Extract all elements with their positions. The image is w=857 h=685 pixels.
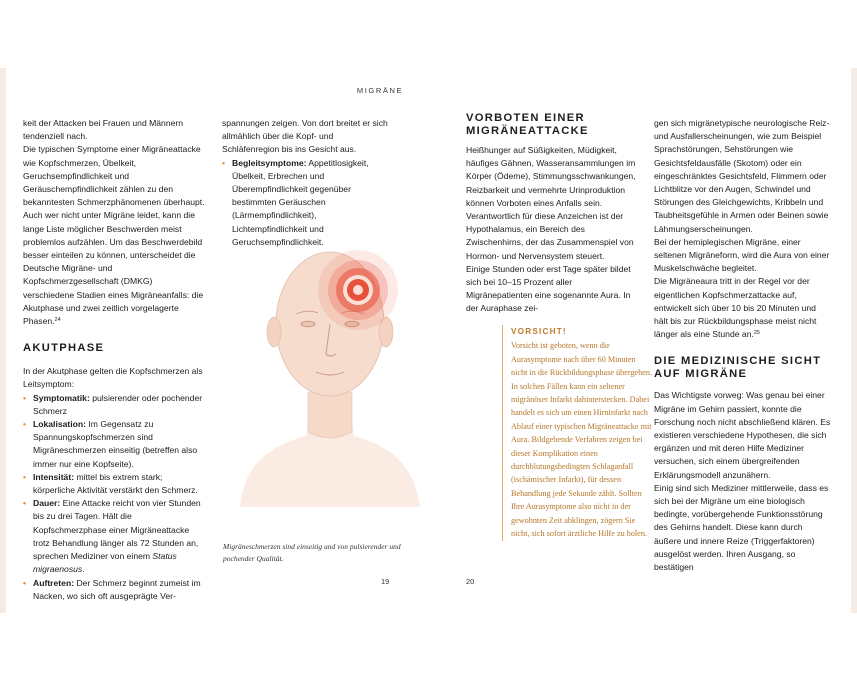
footnote-ref: 25 bbox=[753, 330, 760, 337]
column-3 bbox=[466, 112, 638, 316]
list-item: • Begleitsymptome: Appetitlosigkeit, Übelkeit, Erbrechen und Überempfindlichkeit gegenüber bestimmten Geräuschen (Lärmempfindlichkeit), Lichtempfindlichkeit und Geruchsempfindlichkeit. bbox=[222, 157, 392, 249]
body-paragraph: Bei der hemiplegischen Migräne, einer seltenen Migräneform, wird die Aura von einer Muskelschwäche begleitet. bbox=[654, 236, 830, 274]
footnote-ref: 24 bbox=[54, 317, 61, 324]
body-paragraph: gen sich migränetypische neurologische Reiz- und Ausfallerscheinungen, wie zum Beispiel Sprachstörungen, Sehstörungen wie Gesichtsfeldausfälle (Skotom) oder ein eingeschränktes Gesichtsfeld, Flimmern oder Lichtblitze vor den Augen, Schwindel und Störungen des Gleichgewichts, Kribbeln und Taubheitsgefühle in Armen oder Beinen sowie Lähmungserscheinungen. bbox=[654, 118, 830, 234]
head-illustration bbox=[230, 232, 426, 507]
column-4 bbox=[654, 117, 832, 574]
lead-text: In der Akutphase gelten die Kopfschmerzen als Leitsymptom: bbox=[23, 366, 203, 390]
body-paragraph: Das Wichtigste vorweg: Was genau bei einer Migräne im Gehirn passiert, konnte die Forschung noch nicht abschließend klären. Es existieren verschiedene Hypothesen, die sich ergänzen und mit deren Hilfe Mediziner versuchen, sich einem übergreifenden Erklärungsmodell anzunähern. bbox=[654, 390, 831, 480]
page-edge-left bbox=[0, 68, 6, 613]
section-heading-medizinische-sicht: DIE MEDIZINISCHE SICHT AUF MIGRÄNE bbox=[654, 355, 822, 381]
neck-shape bbox=[308, 392, 352, 438]
list-item: • Lokalisation: Im Gegensatz zu Spannungskopfschmerzen sind Migräneschmerzen einseitig (betreffen also immer nur eine Kopfseite). bbox=[23, 418, 205, 471]
page-edge-right bbox=[851, 68, 857, 613]
running-head: MIGRÄNE bbox=[356, 86, 404, 95]
body-paragraph: Die typischen Symptome einer Migräneattacke wie Kopfschmerzen, Übelkeit, Geruchsempfindlichkeit und Geräuschempfindlichkeit zählen zu den bekanntesten Schmerzphänomenen überhaupt. Auch wer nicht unter Migräne leidet, kann die lange Liste möglicher Beschwerden meist problemlos aufzählen. Um das Beschwerdebild besser einteilen zu können, unterscheidet die Deutsche Migräne- und Kopfschmerzgesellschaft (DMKG) verschiedene Stadien eines Migräneanfalls: die Akutphase und zwei zeitlich vorgelagerte Phasen.$^{24}$ bbox=[23, 144, 205, 327]
warning-text: Vorsicht ist geboten, wenn die Aurasymptome nach über 60 Minuten nicht in die Rückbildungsphase übergehen. In solchen Fällen kann ein seltener migränöser Infarkt dahinterstecken. Dabei handelt es sich um einen Hirninfarkt nach Ablauf einer typischen Migräneattacke mit Aura. Bildgebende Verfahren zeigen bei dieser Komplikation einen durchblutungsbedingten Schlaganfall (ischämischer Infarkt), für dessen Behandlung jede Sekunde zählt. Sollten Ihre Aurasymptome also nicht in der gewohnten Zeit abklingen, zögern Sie nicht, sich sofort ärztliche Hilfe zu holen. bbox=[511, 341, 653, 539]
body-paragraph: Einig sind sich Mediziner mittlerweile, dass es sich bei der Migräne um eine biologisch bedingte, vorübergehende Funktionsstörung des Gehirns handelt. Diese kann durch äußere und innere Reize (Triggerfaktoren) ausgelöst werden. Ihren Ausgang, so bestätigen bbox=[654, 482, 829, 573]
body-paragraph: Einige Stunden oder erst Tage später bildet sich bei 10–15 Prozent aller Migränepatienten eine sogenannte Aura. In der Auraphase zei- bbox=[466, 263, 631, 314]
list-item: • Intensität: mittel bis extrem stark; körperliche Aktivität verstärkt den Schmerz. bbox=[23, 471, 205, 497]
column-1 bbox=[23, 117, 205, 603]
body-paragraph: Die Migräneaura tritt in der Regel vor der eigentlichen Kopfschmerzattacke auf, entwickelt sich über 10 bis 20 Minuten und hält bis zur Rückbildungsphase meist nicht länger als eine Stunde an.$^{25}$ bbox=[654, 276, 817, 340]
warning-box bbox=[502, 325, 653, 541]
section-heading-vorboten: VORBOTEN EINER MIGRÄNEATTACKE bbox=[466, 112, 589, 137]
list-item: • Symptomatik: pulsierender oder pochender Schmerz bbox=[23, 392, 205, 418]
page-number-left: 19 bbox=[381, 577, 390, 586]
intro-text: keit der Attacken bei Frauen und Männern tendenziell nach. bbox=[23, 118, 184, 142]
list-item: • Auftreten: Der Schmerz beginnt zumeist im Nacken, wo sich oft ausgeprägte Ver- bbox=[23, 577, 205, 603]
page-number-right: 20 bbox=[466, 577, 475, 586]
figure-caption: Migräneschmerzen sind einseitig und von pulsierender und pochender Qualität. bbox=[223, 542, 401, 563]
intro-text: spannungen zeigen. Von dort breitet er sich allmählich über die Kopf- und Schläfenregion bis ins Gesicht aus. bbox=[222, 118, 388, 155]
warning-title: VORSICHT! bbox=[511, 327, 567, 336]
list-item: • Dauer: Eine Attacke reicht von vier Stunden bis zu drei Tagen. Hält die Kopfschmerzphase einer Migräneattacke trotz Behandlung länger als 72 Stunden an, sprechen Mediziner von einem Status migraenosus. bbox=[23, 497, 205, 576]
column-2 bbox=[222, 117, 392, 249]
section-heading-akutphase: AKUTPHASE bbox=[23, 342, 105, 355]
symptom-list bbox=[23, 392, 205, 603]
pain-circles bbox=[318, 250, 398, 330]
body-paragraph: Heißhunger auf Süßigkeiten, Müdigkeit, häufiges Gähnen, Wasseransammlungen im Körper (Ödeme), Stimmungsschwankungen, Reizbarkeit und vermehrte Urinproduktion können Vorboten eines Anfalls sein. Verantwortlich für diese Anzeichen ist der Hypothalamus, ein Bereich des Zwischenhirns, der das Zusammenspiel von Hormon- und Nervensystem steuert. bbox=[466, 145, 636, 261]
